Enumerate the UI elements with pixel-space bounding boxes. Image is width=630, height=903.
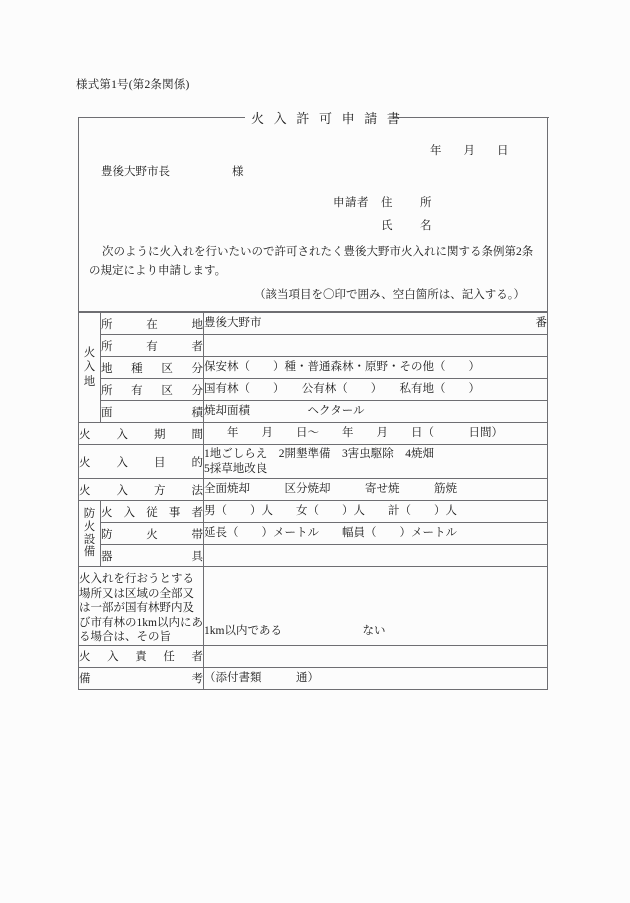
label-char: 事	[168, 506, 181, 519]
row-value-fire-period[interactable]: 年 月 日〜 年 月 日（ 日間）	[204, 423, 548, 445]
vertical-char: 火	[83, 346, 96, 359]
label-char: 区	[161, 384, 173, 397]
label-char: 火	[79, 428, 91, 441]
label-char: 者	[191, 340, 203, 353]
label-char: 従	[146, 506, 158, 519]
label-char: 的	[191, 456, 203, 469]
label-char: 火	[79, 456, 91, 469]
label-char: 分	[191, 362, 203, 375]
fire-purpose-line-1: 1地ごしらえ 2開墾準備 3害虫駆除 4焼畑	[204, 448, 434, 460]
label-char: 火	[79, 484, 91, 497]
row-value-fire-workers[interactable]: 男（ ）人 女（ ）人 計（ ）人	[204, 501, 548, 523]
label-char: 分	[191, 384, 203, 397]
vertical-char: 地	[83, 375, 96, 388]
application-form-table	[78, 312, 548, 690]
row-label-fire-method	[79, 479, 204, 501]
table-row	[79, 335, 548, 357]
row-value-proximity[interactable]: 1km以内である ない	[204, 567, 548, 646]
table-row	[79, 357, 548, 379]
form-number: 様式第1号(第2条関係)	[76, 79, 190, 91]
vertical-char: 設	[83, 533, 96, 546]
label-char: 火	[146, 528, 158, 541]
label-char: 防	[101, 528, 113, 541]
date-day-label: 日	[497, 145, 509, 157]
vertical-char: 防	[83, 508, 96, 521]
addressee-honorific: 様	[232, 166, 244, 178]
row-label-location	[101, 313, 204, 335]
header-top-rule-right	[390, 117, 549, 118]
label-char: 在	[146, 318, 158, 331]
label-char: 所	[101, 340, 113, 353]
label-char: 有	[131, 384, 143, 397]
table-row	[79, 423, 548, 445]
row-value-equipment[interactable]	[204, 545, 548, 567]
row-value-owner[interactable]	[204, 335, 548, 357]
label-char: 種	[131, 362, 143, 375]
table-row	[79, 667, 548, 689]
vertical-char: 入	[83, 361, 96, 374]
location-city: 豊後大野市	[204, 317, 262, 329]
label-char: 有	[146, 340, 158, 353]
row-value-ownership-type[interactable]: 国有林（ ） 公有林（ ） 私有地（ ）	[204, 379, 548, 401]
label-char: 入	[123, 506, 136, 519]
table-row	[79, 479, 548, 501]
row-value-firebreak[interactable]: 延長（ ）メートル 幅員（ ）メートル	[204, 523, 548, 545]
label-char: 者	[191, 506, 203, 519]
label-char: 任	[163, 651, 175, 663]
row-value-fire-purpose[interactable]	[204, 445, 548, 479]
label-char: 火	[79, 651, 91, 663]
table-row	[79, 567, 548, 646]
label-char: 法	[191, 484, 203, 497]
label-char: 者	[191, 651, 203, 663]
row-value-responsible-person[interactable]	[204, 645, 548, 667]
row-label-fire-period	[79, 423, 204, 445]
row-value-remarks[interactable]: （添付書類 通）	[204, 667, 548, 689]
addressee	[101, 163, 244, 179]
location-banchi: 番	[535, 317, 547, 329]
label-char: 具	[191, 550, 203, 563]
label-char: 区	[161, 362, 173, 375]
label-char: 火	[101, 506, 113, 519]
row-value-location[interactable]	[204, 313, 548, 335]
label-char: 方	[154, 484, 166, 497]
row-label-owner	[101, 335, 204, 357]
row-label-fire-purpose	[79, 445, 204, 479]
date-year-label: 年	[430, 145, 442, 157]
table-row	[79, 501, 548, 523]
section-label-fire-equipment	[79, 501, 101, 567]
row-value-area[interactable]: 焼却面積 ヘクタール	[204, 401, 548, 423]
label-char: 所	[101, 384, 113, 397]
date-month-label: 月	[463, 145, 475, 157]
row-label-area	[101, 401, 204, 423]
row-label-equipment	[101, 545, 204, 567]
vertical-char: 備	[83, 546, 96, 559]
row-label-proximity: 火入れを行おうとする場所又は区域の全部又は一部が国有林野内及び市有林の1km以内にある場合は、その旨	[79, 567, 204, 646]
row-label-land-type	[101, 357, 204, 379]
label-char: 考	[191, 673, 203, 685]
row-label-firebreak	[101, 523, 204, 545]
header-top-rule-left	[78, 117, 245, 118]
fire-purpose-line-2: 5採草地改良	[204, 462, 268, 475]
label-char: 地	[191, 318, 203, 331]
addressee-name: 豊後大野市長	[101, 166, 170, 178]
applicant-name-label: 氏 名	[381, 220, 440, 232]
section-label-fire-land	[79, 313, 101, 423]
row-label-ownership-type	[101, 379, 204, 401]
table-row	[79, 379, 548, 401]
row-label-remarks	[79, 667, 204, 689]
label-char: 器	[101, 550, 113, 563]
row-label-fire-workers	[101, 501, 204, 523]
label-char: 入	[107, 651, 119, 663]
label-char: 間	[191, 428, 203, 441]
applicant-label: 申請者	[333, 197, 369, 209]
table-row	[79, 445, 548, 479]
row-value-land-type[interactable]: 保安林（ ）種・普通森林・原野・その他（ ）	[204, 357, 548, 379]
table-row	[79, 401, 548, 423]
label-char: 積	[191, 406, 203, 419]
table-row	[79, 645, 548, 667]
label-char: 備	[79, 673, 91, 685]
label-char: 責	[135, 651, 147, 663]
label-char: 入	[116, 484, 128, 497]
applicant-address-label: 住 所	[381, 197, 440, 209]
row-label-responsible-person	[79, 645, 204, 667]
label-char: 入	[116, 456, 128, 469]
body-paragraph: 次のように火入れを行いたいので許可されたく豊後大野市火入れに関する条例第2条の規定により申請します。	[89, 246, 534, 277]
label-char: 期	[154, 428, 166, 441]
applicant-address-line	[333, 194, 440, 210]
label-char: 所	[101, 318, 113, 331]
instruction-note: （該当項目を〇印で囲み、空白箇所は、記入する。）	[254, 289, 525, 301]
date-line	[430, 142, 509, 158]
label-char: 地	[101, 362, 113, 375]
table-row	[79, 545, 548, 567]
label-char: 面	[101, 406, 113, 419]
vertical-char: 火	[83, 520, 96, 533]
label-char: 入	[116, 428, 128, 441]
document-title: 火 入 許 可 申 請 書	[248, 108, 394, 127]
table-row	[79, 313, 548, 335]
label-char: 目	[154, 456, 166, 469]
row-value-fire-method[interactable]: 全面焼却 区分焼却 寄せ焼 筋焼	[204, 479, 548, 501]
table-row	[79, 523, 548, 545]
label-char: 帯	[191, 528, 203, 541]
